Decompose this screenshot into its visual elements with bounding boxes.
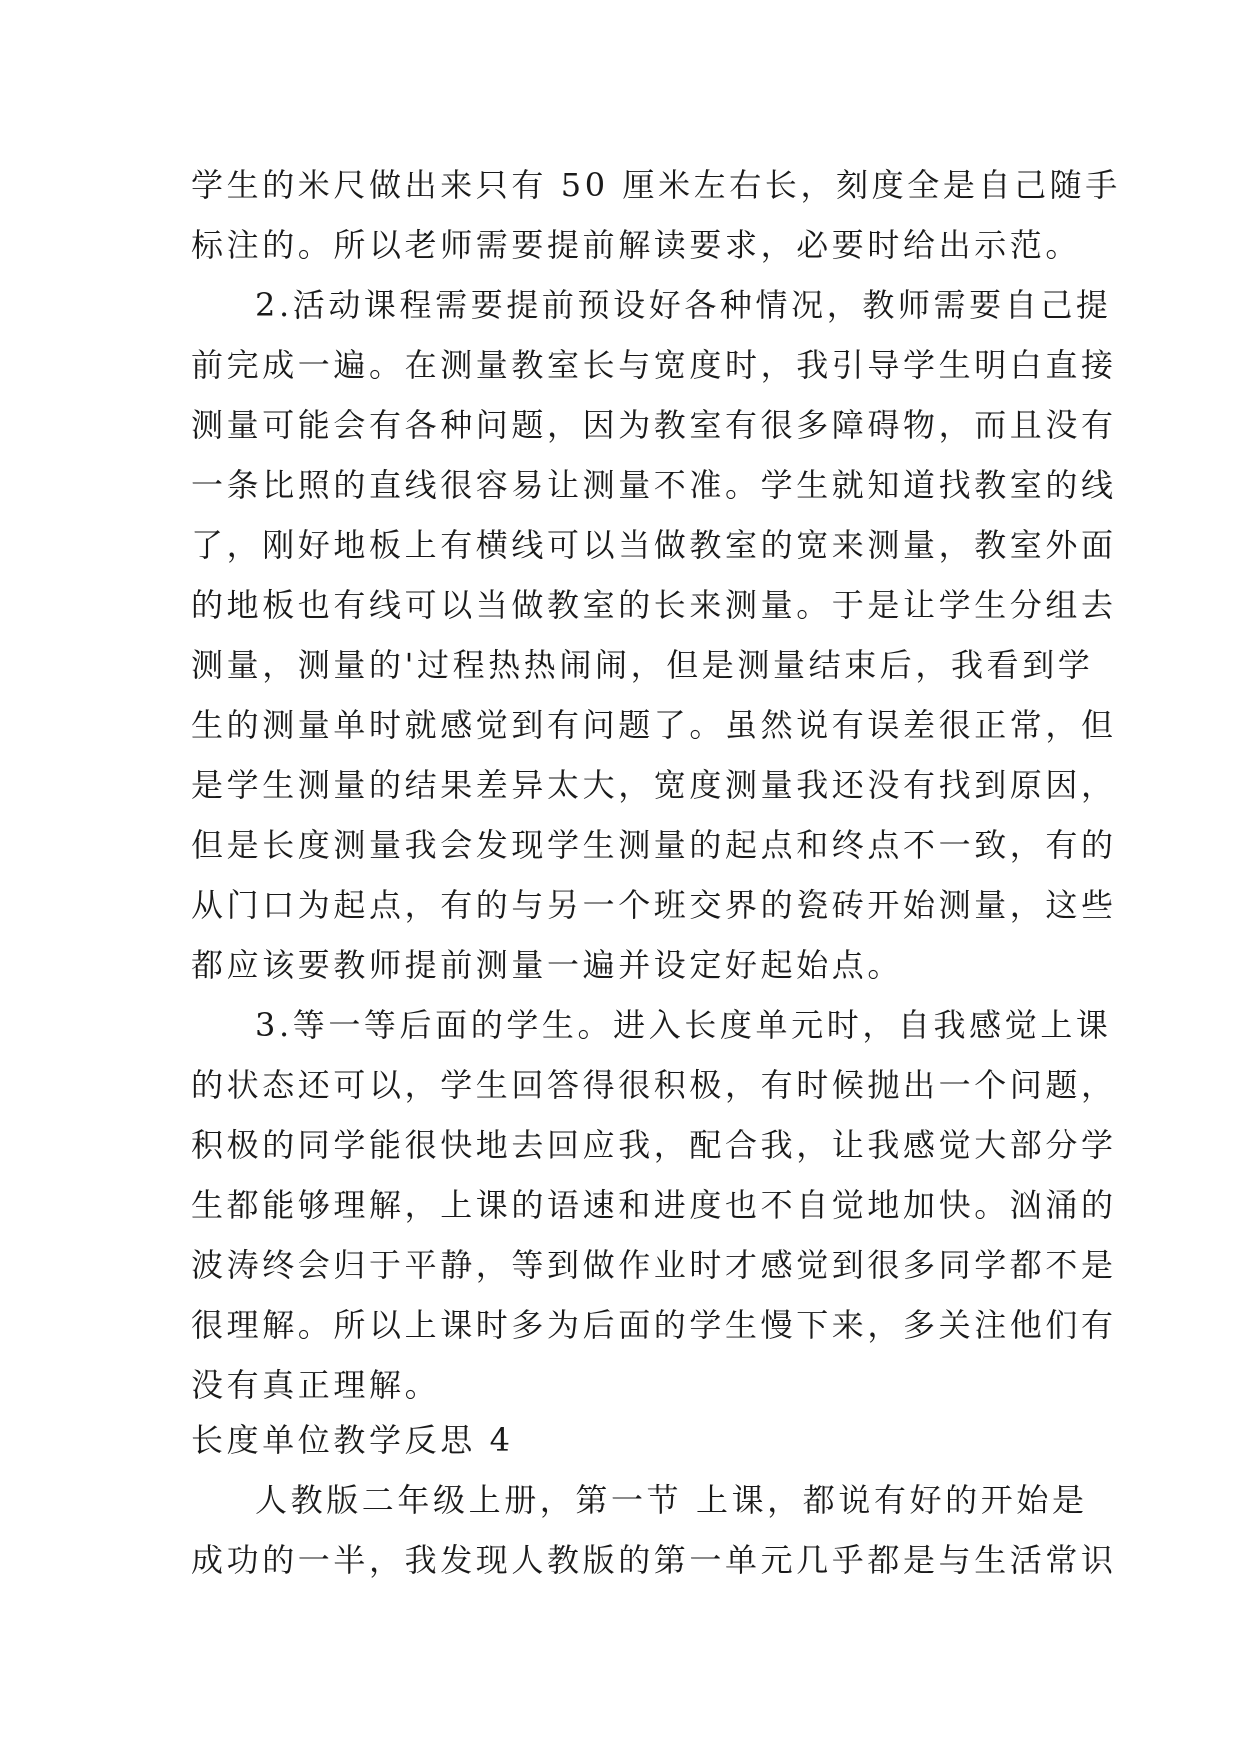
text-line: 是学生测量的结果差异太大，宽度测量我还没有找到原因， <box>191 766 1117 804</box>
text-line: 标注的。所以老师需要提前解读要求，必要时给出示范。 <box>191 226 1082 264</box>
text-line: 成功的一半，我发现人教版的第一单元几乎都是与生活常识 <box>191 1541 1117 1579</box>
text-line: 没有真正理解。 <box>191 1366 441 1404</box>
text-line: 了，刚好地板上有横线可以当做教室的宽来测量，教室外面 <box>191 526 1117 564</box>
text-line: 积极的同学能很快地去回应我，配合我，让我感觉大部分学 <box>191 1126 1117 1164</box>
paragraph-start-line: 人教版二年级上册，第一节 上课，都说有好的开始是 <box>255 1481 1088 1519</box>
text-line: 波涛终会归于平静，等到做作业时才感觉到很多同学都不是 <box>191 1246 1117 1284</box>
text-line: 前完成一遍。在测量教室长与宽度时，我引导学生明白直接 <box>191 346 1117 384</box>
text-line: 的状态还可以，学生回答得很积极，有时候抛出一个问题， <box>191 1066 1117 1104</box>
text-line: 但是长度测量我会发现学生测量的起点和终点不一致，有的 <box>191 826 1117 864</box>
text-line: 生的测量单时就感觉到有问题了。虽然说有误差很正常，但 <box>191 706 1117 744</box>
text-line: 一条比照的直线很容易让测量不准。学生就知道找教室的线 <box>191 466 1117 504</box>
text-line: 从门口为起点，有的与另一个班交界的瓷砖开始测量，这些 <box>191 886 1117 924</box>
text-line: 学生的米尺做出来只有 50 厘米左右长，刻度全是自己随手 <box>191 166 1121 204</box>
text-line: 很理解。所以上课时多为后面的学生慢下来，多关注他们有 <box>191 1306 1117 1344</box>
paragraph-start-line: 2.活动课程需要提前预设好各种情况，教师需要自己提 <box>255 286 1112 324</box>
text-line: 都应该要教师提前测量一遍并设定好起始点。 <box>191 946 904 984</box>
text-line: 的地板也有线可以当做教室的长来测量。于是让学生分组去 <box>191 586 1117 624</box>
section-heading: 长度单位教学反思 4 <box>191 1421 514 1459</box>
text-line: 生都能够理解，上课的语速和进度也不自觉地加快。汹涌的 <box>191 1186 1117 1224</box>
text-line: 测量可能会有各种问题，因为教室有很多障碍物，而且没有 <box>191 406 1117 444</box>
paragraph-start-line: 3.等一等后面的学生。进入长度单元时，自我感觉上课 <box>255 1006 1112 1044</box>
text-line: 测量，测量的'过程热热闹闹，但是测量结束后，我看到学 <box>191 646 1094 684</box>
